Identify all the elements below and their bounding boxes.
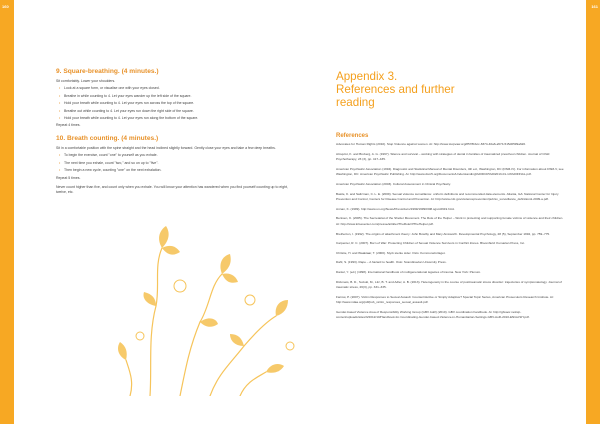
reference-item: Daniel, Y. (ed.) (1998). International handbook of multigenerational legacies of trauma. New York: Plenum. bbox=[336, 269, 482, 274]
section-10-title: 10. Breath counting. (4 minutes.) bbox=[56, 134, 159, 142]
reference-item: Annan, K. (1999). http://www.un.org/News/Press/docs/1999/19990308.sgsm6919.html. bbox=[336, 206, 455, 211]
section-9-steps bbox=[59, 85, 296, 122]
page-number-left: 160 bbox=[2, 4, 9, 9]
side-label-left-wrap bbox=[4, 62, 10, 122]
list-item: • Then begin a new cycle, counting "one" on the next exhalation. bbox=[59, 167, 296, 174]
right-margin-strip bbox=[576, 0, 600, 424]
page-number-right: 161 bbox=[591, 4, 598, 9]
left-page-content bbox=[56, 68, 296, 196]
references-list bbox=[336, 142, 564, 321]
reference-item: Bentsen, K. (2005). The Secretariat of the Shelter Movement. The Role of the Helper – Work in protecting and supporting female victims of violence and their children. At: http://www.krisesenter.com/presse/artikler/TheRoleOfTheHelper.pdf. bbox=[336, 216, 564, 226]
list-item: • To begin the exercise, count "one" to yourself as you exhale. bbox=[59, 152, 296, 159]
appendix-title-line-2: References and further bbox=[336, 83, 455, 96]
list-item: • Look at a square form, or visualise one with your eyes closed. bbox=[59, 85, 296, 92]
section-9-outro: Repeat 4 times. bbox=[56, 123, 81, 128]
list-item: • Breathe out while counting to 4. Let your eyes run down the right side of the square. bbox=[59, 108, 296, 115]
reference-item: Dahl, S. (1993). Rape – A hazard to health. Oslo: Scandinavian University Press. bbox=[336, 260, 447, 265]
reference-item: Carpenter, R. C. (2007). Born of War: Protecting Children of Sexual Violence Survivors in Conflict Zones. Bloomfield: Kumarian Press, Inc. bbox=[336, 241, 525, 246]
side-label-right: APPENDICES bbox=[576, 77, 581, 103]
reference-item: American Psychiatric Association (2003). Cultural Assessment in Clinical Psychiatry. bbox=[336, 181, 451, 186]
flower-illustration bbox=[90, 196, 330, 396]
section-10-repeat: Repeat 5 times. bbox=[56, 176, 81, 181]
appendix-title-line-1: Appendix 3. bbox=[336, 70, 398, 83]
section-10-intro: Sit in a comfortable position with the spine straight and the head inclined slightly forward. Gently close your eyes and take a few deep breaths. bbox=[56, 145, 276, 150]
reference-item: American Psychiatric Association (1994). Diagnostic and Statistical Manual of Mental Disorders, 4th ed., Washington, DC (DSM-IV). For information about DSM-V, see Washington, DC: American Psychiatric Publishing. At: http://www.dsm5.org/Documents/Understanding%20DCR%202013-01-14%20FINAL.pdf. bbox=[336, 166, 564, 177]
list-item: • The next time you exhale, count "two," and so on up to "five". bbox=[59, 160, 296, 167]
appendix-title-line-3: reading bbox=[336, 96, 375, 109]
reference-item: Christie, H. and Waaktaar, T. (2000). Styrk sterke sider. Oslo: Kommuneforlaget. bbox=[336, 250, 446, 255]
left-margin-strip bbox=[0, 0, 14, 424]
right-page-content bbox=[336, 70, 564, 325]
appendix-title bbox=[336, 70, 564, 109]
reference-item: Advocates for Human Rights (2010). Stop Violence against women. At: http://www.stopvaw.org/8578bbcc-8374-40a6-a574-515d0599a620. bbox=[336, 142, 526, 146]
references-heading: References bbox=[336, 133, 369, 139]
side-label-right-wrap bbox=[576, 62, 596, 122]
list-item: • Hold your breath while counting to 4. Let your eyes run along the bottom of the square. bbox=[59, 115, 296, 122]
reference-item: Bretherton, I. (1992). The origins of attachment theory: John Bowlby and Mary Ainsworth. Developmental Psychology, 28 (5), September 1992, pp. 759–775. bbox=[336, 231, 550, 236]
reference-item: Farrow, P. (2007). Victim Responses to Sexual Assault: Counterintuitive or Simply Adaptive? Special Topic Series, American Prosecutors Research Institute. At: http://www.ndaa.org/pdf/pub_victim_responses_sexual_assault.pdf. bbox=[336, 294, 554, 305]
section-10-steps bbox=[59, 152, 296, 174]
reference-item: Gender-based Violence Area of Responsibility Working Group (GBV AoR) (2010). GBV coordination handbook. At: http://gbvaor.net/wp-content/uploads/sites/3/2012/10/Handbook-for-Coordinating-Gender-based-Violence-in-Humanitarian-Settings-GBV-AoR-2010-ENGLISH.pdf. bbox=[336, 309, 530, 320]
section-9-intro: Sit comfortably. Lower your shoulders. bbox=[56, 79, 116, 83]
reference-item: Dickmeis, B. D., Suzuki, M., Litz, B. T. and Adler, A. B. (2013). Heterogeneity in the course of posttraumatic stress disorder: trajectories of symptomatology. Journal of traumatic stress, 26(3), pp. 331–335. bbox=[336, 279, 562, 290]
reference-item: Almqvist, K. and Broberg, A. G. (1997). Silence and survival – working with strategies of denial in families of traumatized preschool children. Journal of Child Psychotherapy, 23 (3), pp. 417–435. bbox=[336, 151, 550, 162]
section-10-outro: Never count higher than five, and count only when you exhale. You will know your attention has wandered when you find yourself counting up to eight, twelve, etc. bbox=[56, 184, 288, 195]
list-item: • Breathe in while counting to 4. Let your eyes wander up the left side of the square. bbox=[59, 93, 296, 100]
section-9-title: 9. Square-breathing. (4 minutes.) bbox=[56, 68, 159, 75]
list-item: • Hold your breath while counting to 4. Let your eyes run across the top of the square. bbox=[59, 100, 296, 107]
reference-item: Basile, K. and Saltzman, C. L. E. (2009). Sexual violence surveillance: uniform definitions and recommended data elements. Atlanta, GA: National Center for Injury Prevention and Control, Centers for Disease Control and Prevention. At: http://www.cdc.gov/violenceprevention/pub/sv_surveillance_definitionsl-2009-a.pdf. bbox=[336, 191, 559, 202]
